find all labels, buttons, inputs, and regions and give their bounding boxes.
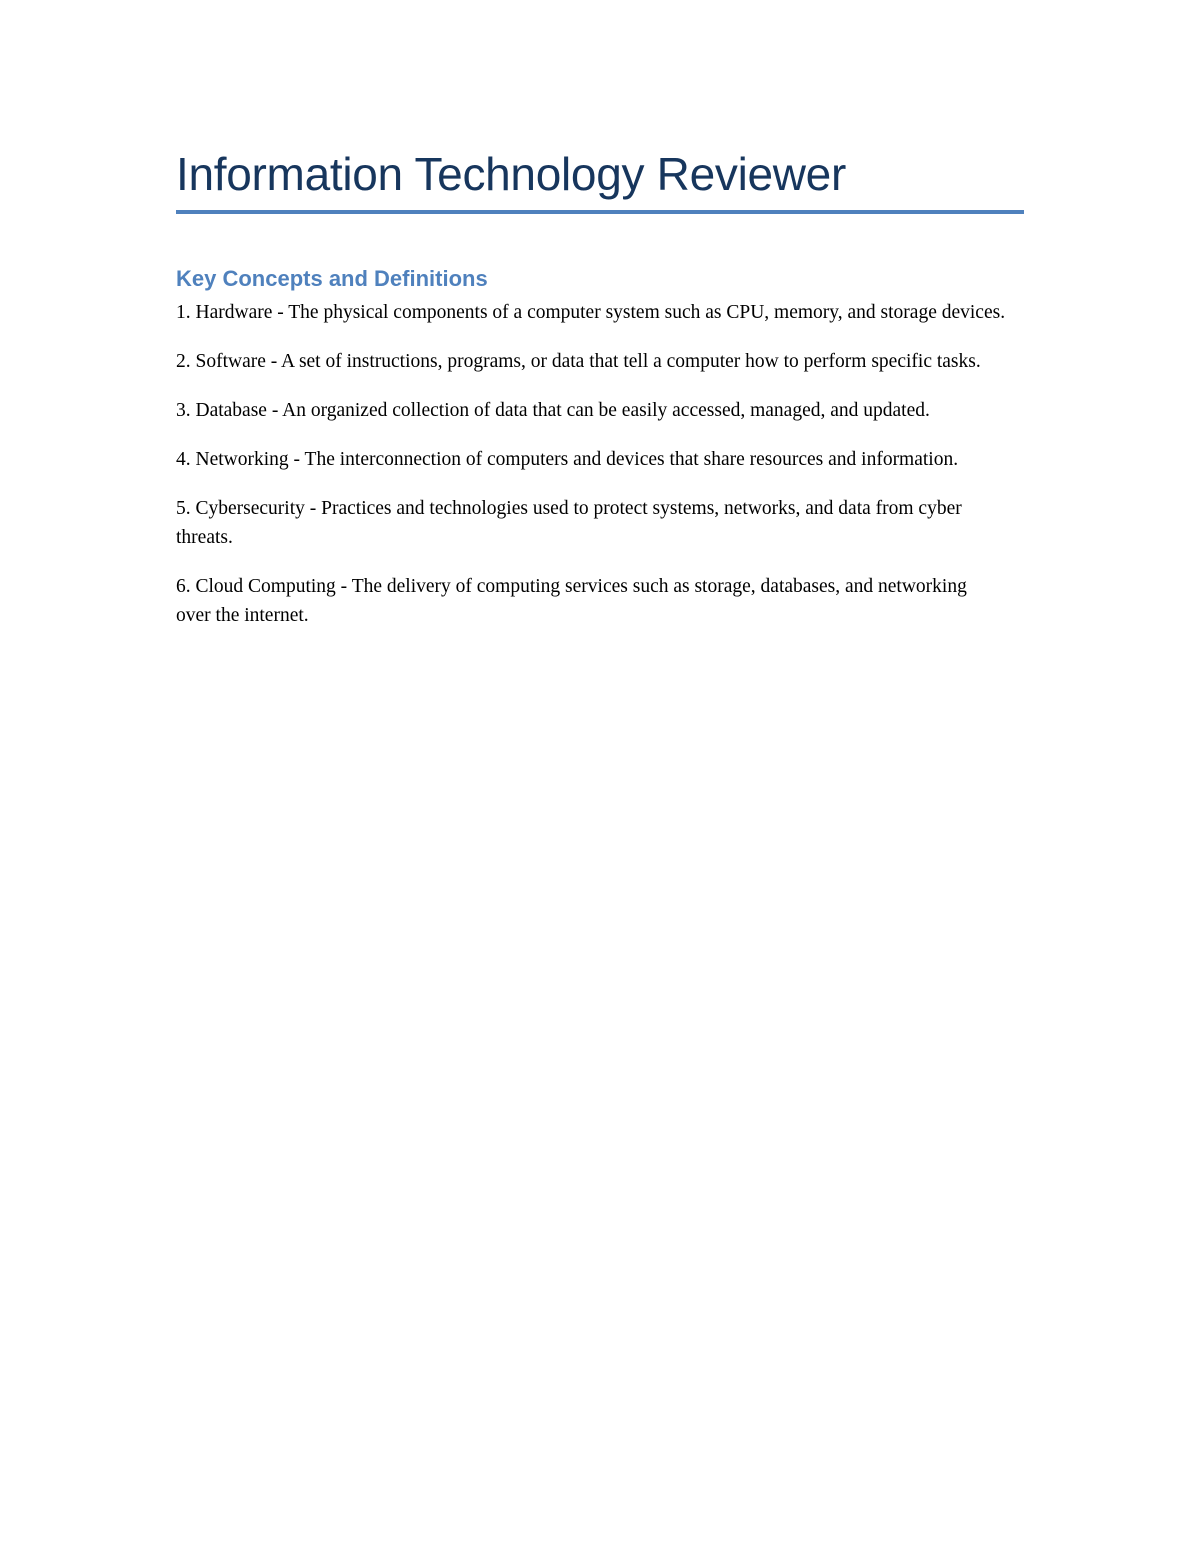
section-heading: Key Concepts and Definitions <box>176 266 488 291</box>
document-title: Information Technology Reviewer <box>176 148 846 200</box>
document-body <box>176 142 1024 650</box>
definition-networking: 4. Networking - The interconnection of computers and devices that share resources and information. <box>176 449 959 470</box>
title-underline-rule <box>176 210 1024 214</box>
definition-hardware: 1. Hardware - The physical components of a computer system such as CPU, memory, and storage devices. <box>176 302 1006 323</box>
definition-software: 2. Software - A set of instructions, programs, or data that tell a computer how to perform specific tasks. <box>176 351 981 372</box>
definition-cloud-computing: 6. Cloud Computing - The delivery of computing services such as storage, databases, and networking over the internet. <box>176 576 967 626</box>
definition-cybersecurity: 5. Cybersecurity - Practices and technologies used to protect systems, networks, and data from cyber threats. <box>176 498 962 548</box>
definition-database: 3. Database - An organized collection of data that can be easily accessed, managed, and updated. <box>176 400 930 421</box>
definitions-list <box>176 298 1024 630</box>
